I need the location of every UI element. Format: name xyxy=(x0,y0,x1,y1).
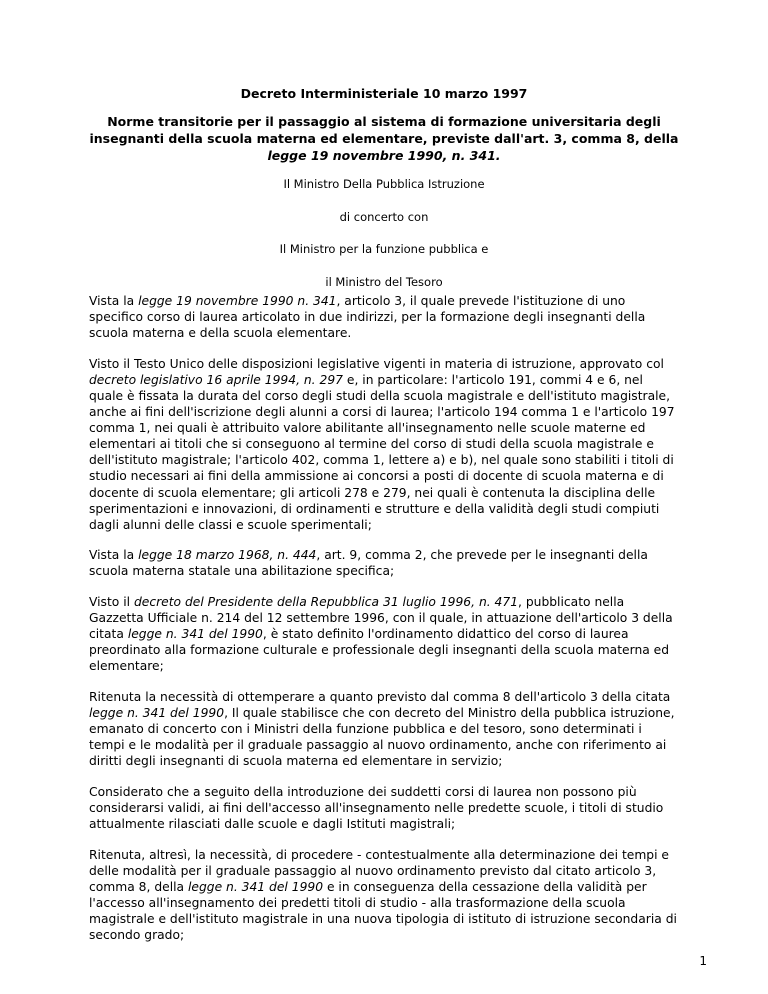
law-reference: legge n. 341 del 1990 xyxy=(89,706,225,721)
paragraph-text: Vista la xyxy=(89,294,139,308)
paragraph-text: Ritenuta la necessità di ottemperare a quanto previsto dal comma 8 dell'articolo 3 della citata xyxy=(89,689,671,704)
document-body xyxy=(89,293,679,958)
paragraph-text: Visto il xyxy=(89,595,134,609)
law-reference: legge n. 341 del 1990 xyxy=(127,627,263,642)
page-number: 1 xyxy=(699,954,707,968)
law-reference: decreto legislativo 16 aprile 1994, n. 297 xyxy=(89,372,343,387)
paragraph-6 xyxy=(89,784,679,832)
paragraph-text: Ritenuta, altresì, la necessità, di procedere - contestualmente alla determinazione dei tempi e delle modalità per il graduale passaggio al nuovo ordinamento previsto dal citato articolo 3, comma 8, della xyxy=(89,847,670,894)
paragraph-text: , è stato definito l'ordinamento didattico del corso di laurea preordinato alla formazione culturale e professionale degli insegnanti della scuola materna ed elementare; xyxy=(89,627,670,674)
paragraph-text: Visto il Testo Unico delle disposizioni legislative vigenti in materia di istruzione, approvato col xyxy=(89,356,664,371)
law-reference: legge 18 marzo 1968, n. 444 xyxy=(138,548,317,563)
paragraph-text: e, in particolare: l'articolo 191, commi 4 e 6, nel quale è fissata la durata del corso degli studi della scuola magistrale e dell'istituto magistrale, anche ai fini dell'iscrizione degli alunni a corsi di laurea; l'articolo 194 comma 1 e l'articolo 197 comma 1, nei quali è attribuito valore abilitante all'insegnamento nelle scuole materne ed elementari ai titoli che si conseguono al termine del corso di studi della scuola magistrale e dell'istituto magistrale; l'articolo 402, comma 1, lettere a) e b), nel quale sono stabiliti i titoli di studio necessari ai fini della ammissione ai concorsi a posti di docente di scuola materna e di docente di scuola elementare; gli articoli 278 e 279, nei quali è contenuta la disciplina delle sperimentazioni e innovazioni, di ordinamenti e strutture e della validità degli studi compiuti dagli alunni delle classi e scuole sperimentali; xyxy=(89,372,675,532)
law-reference: legge 19 novembre 1990 n. 341 xyxy=(138,294,337,308)
law-reference: legge n. 341 del 1990 xyxy=(187,879,324,894)
paragraph-text: , art. 9, comma 2, che prevede per le insegnanti della scuola materna statale una abilitazione specifica; xyxy=(89,548,648,579)
paragraph-5 xyxy=(89,689,679,769)
authority-line-3: Il Ministro per la funzione pubblica e xyxy=(279,242,489,256)
paragraph-4 xyxy=(89,594,679,674)
paragraph-7 xyxy=(89,847,679,944)
law-reference: decreto del Presidente della Repubblica 31 luglio 1996, n. 471 xyxy=(133,595,519,609)
authority-line-2: di concerto con xyxy=(339,210,429,224)
authority-line-4: il Ministro del Tesoro xyxy=(325,275,443,289)
document-subtitle xyxy=(70,113,698,164)
paragraph-text: , articolo 3, il quale prevede l'istituzione di uno specifico corso di laurea articolato in due indirizzi, per la formazione degli insegnanti della scuola materna e della scuola elementare. xyxy=(89,294,646,341)
paragraph-text: Vista la xyxy=(89,548,139,563)
paragraph-text: , Il quale stabilisce che con decreto del Ministro della pubblica istruzione, emanato di concerto con i Ministri della funzione pubblica e del tesoro, sono determinati i tempi e le modalità per il graduale passaggio al nuovo ordinamento, anche con riferimento ai diritti degli insegnanti di scuola materna ed elementare in servizio; xyxy=(89,706,675,769)
subtitle-law-reference: legge 19 novembre 1990, n. 341. xyxy=(267,148,501,163)
paragraph-text: e in conseguenza della cessazione della validità per l'accesso all'insegnamento dei predetti titoli di studio - alla trasformazione della scuola magistrale e dell'istituto magistrale in una nuova tipologia di istituto di istruzione secondaria di secondo grado; xyxy=(89,879,677,943)
paragraph-text: Considerato che a seguito della introduzione dei suddetti corsi di laurea non possono più considerarsi validi, ai fini dell'accesso all'insegnamento nelle predette scuole, i titoli di studio attualmente rilasciati dalle scuole e dagli Istituti magistrali; xyxy=(89,784,664,832)
paragraph-3 xyxy=(89,547,679,579)
paragraph-text: , pubblicato nella Gazzetta Ufficiale n. 214 del 12 settembre 1996, con il quale, in attuazione dell'articolo 3 della citata xyxy=(89,595,673,642)
paragraph-1 xyxy=(89,293,679,341)
authority-line-1: Il Ministro Della Pubblica Istruzione xyxy=(283,177,485,191)
document-title: Decreto Interministeriale 10 marzo 1997 xyxy=(240,86,528,101)
paragraph-2 xyxy=(89,356,679,533)
subtitle-text: Norme transitorie per il passaggio al sistema di formazione universitaria degli insegnanti della scuola materna ed elementare, previste dall'art. 3, comma 8, della xyxy=(89,114,679,146)
